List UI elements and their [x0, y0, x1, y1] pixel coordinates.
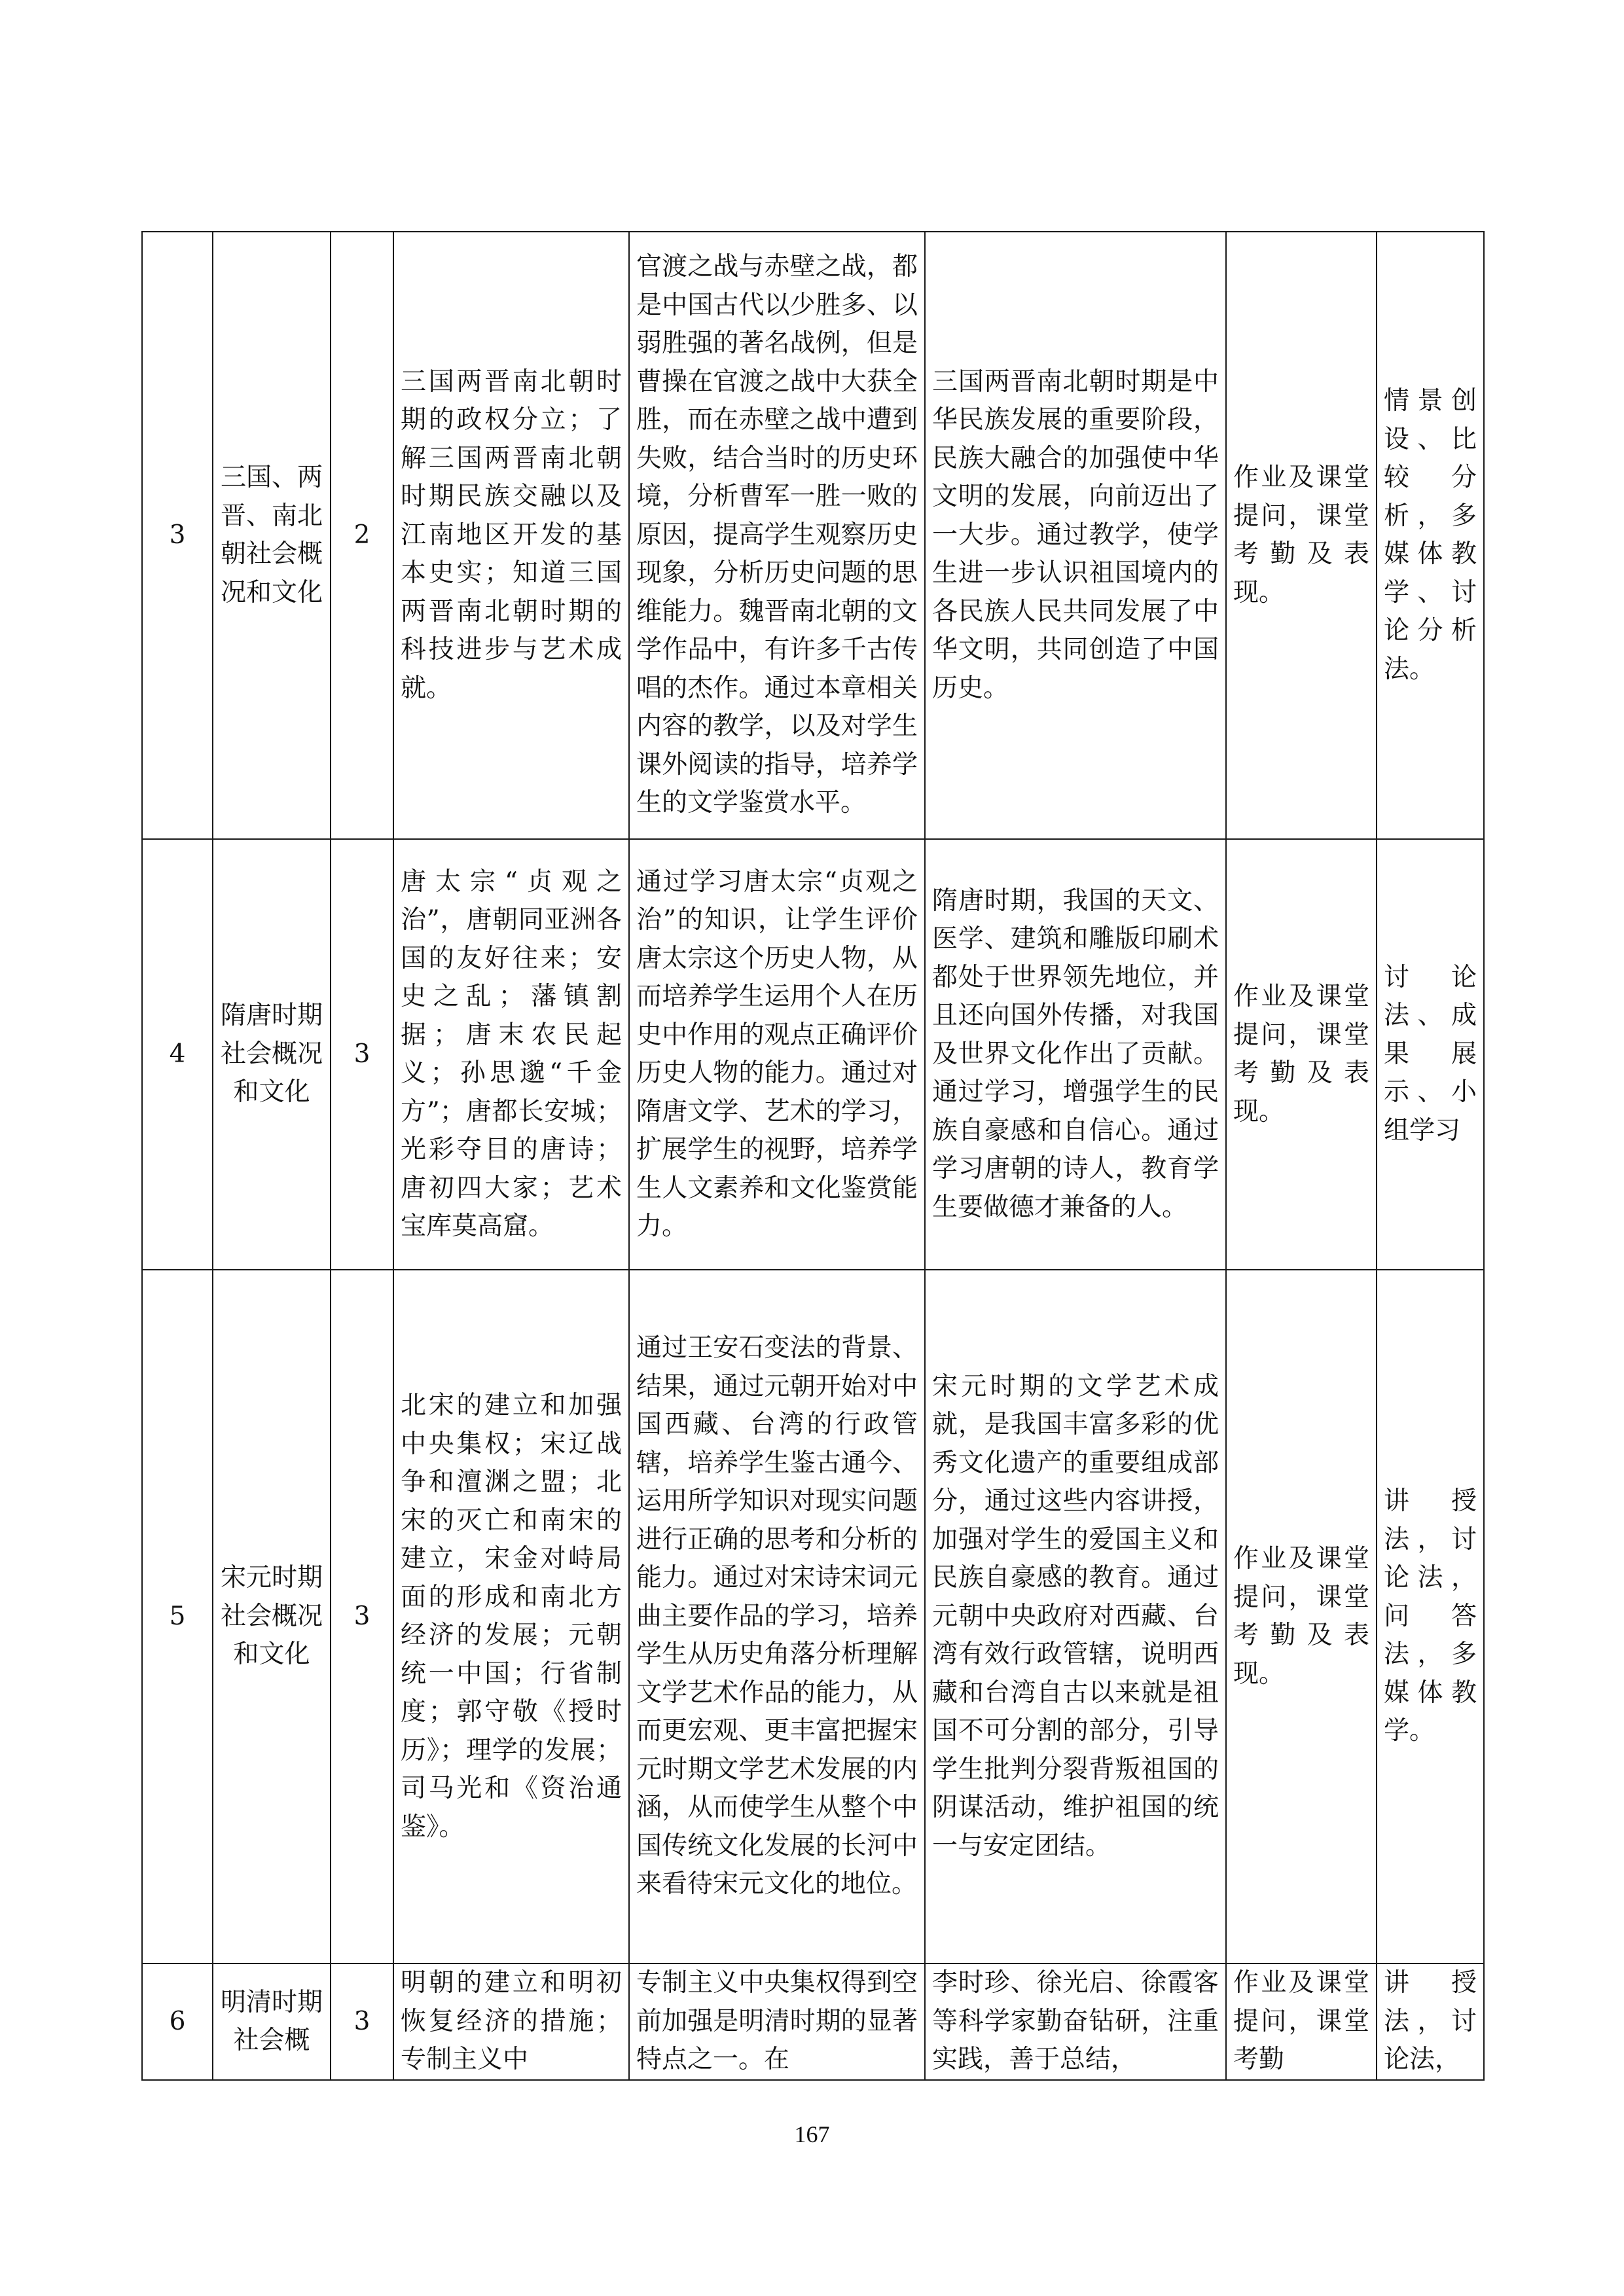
- ability-goal: 通过学习唐太宗“贞观之治”的知识，让学生评价唐太宗这个历史人物，从而培养学生运用个人在历史中作用的观点正确评价历史人物的能力。通过对隋唐文学、艺术的学习，扩展学生的视野，培养学生人文素养和文化鉴赏能力。: [629, 839, 925, 1270]
- values-goal: 宋元时期的文学艺术成就，是我国丰富多彩的优秀文化遗产的重要组成部分，通过这些内容讲授，加强对学生的爱国主义和民族自豪感的教育。通过元朝中央政府对西藏、台湾有效行政管辖，说明西藏和台湾自古以来就是祖国不可分割的部分，引导学生批判分裂背叛祖国的阴谋活动，维护祖国的统一与安定团结。: [925, 1270, 1226, 1964]
- table-row: [142, 1964, 1484, 2080]
- class-hours: 2: [331, 232, 393, 839]
- table-row: [142, 839, 1484, 1270]
- ability-goal: 通过王安石变法的背景、结果，通过元朝开始对中国西藏、台湾的行政管辖，培养学生鉴古通今、运用所学知识对现实问题进行正确的思考和分析的能力。通过对宋诗宋词元曲主要作品的学习，培养学生从历史角落分析理解文学艺术作品的能力，从而更宏观、更丰富把握宋元时期文学艺术发展的内涵，从而使学生从整个中国传统文化发展的长河中来看待宋元文化的地位。: [629, 1270, 925, 1964]
- class-hours: 3: [331, 839, 393, 1270]
- syllabus-table: [141, 231, 1485, 2081]
- class-hours: 3: [331, 1270, 393, 1964]
- chapter-topic: 明清时期社会概: [213, 1964, 331, 2080]
- class-hours: 3: [331, 1964, 393, 2080]
- teaching-content: 北宋的建立和加强中央集权；宋辽战争和澶渊之盟；北宋的灭亡和南宋的建立，宋金对峙局面的形成和南北方经济的发展；元朝统一中国；行省制度；郭守敬《授时历》；理学的发展；司马光和《资治通鉴》。: [393, 1270, 629, 1964]
- teaching-content: 唐太宗“贞观之治”，唐朝同亚洲各国的友好往来；安史之乱；藩镇割据；唐末农民起义；孙思邈“千金方”；唐都长安城；光彩夺目的唐诗；唐初四大家；艺术宝库莫高窟。: [393, 839, 629, 1270]
- row-index: 5: [142, 1270, 213, 1964]
- values-goal: 李时珍、徐光启、徐霞客等科学家勤奋钻研，注重实践，善于总结，: [925, 1964, 1226, 2080]
- teaching-content: 三国两晋南北朝时期的政权分立；了解三国两晋南北朝时期民族交融以及江南地区开发的基本史实；知道三国两晋南北朝时期的科技进步与艺术成就。: [393, 232, 629, 839]
- row-index: 4: [142, 839, 213, 1270]
- teaching-content: 明朝的建立和明初恢复经济的措施；专制主义中: [393, 1964, 629, 2080]
- teaching-method: 讨论法、成果展示、小组学习: [1377, 839, 1484, 1270]
- ability-goal: 专制主义中央集权得到空前加强是明清时期的显著特点之一。在: [629, 1964, 925, 2080]
- assessment-method: 作业及课堂提问，课堂考勤及表现。: [1226, 1270, 1377, 1964]
- assessment-method: 作业及课堂提问，课堂考勤: [1226, 1964, 1377, 2080]
- table-row: [142, 232, 1484, 839]
- table-row: [142, 1270, 1484, 1964]
- chapter-topic: 宋元时期社会概况和文化: [213, 1270, 331, 1964]
- teaching-method: 讲授法，讨论法，: [1377, 1964, 1484, 2080]
- row-index: 6: [142, 1964, 213, 2080]
- values-goal: 隋唐时期，我国的天文、医学、建筑和雕版印刷术都处于世界领先地位，并且还向国外传播，对我国及世界文化作出了贡献。通过学习，增强学生的民族自豪感和自信心。通过学习唐朝的诗人，教育学生要做德才兼备的人。: [925, 839, 1226, 1270]
- ability-goal: 官渡之战与赤壁之战，都是中国古代以少胜多、以弱胜强的著名战例，但是曹操在官渡之战中大获全胜，而在赤壁之战中遭到失败，结合当时的历史环境，分析曹军一胜一败的原因，提高学生观察历史现象，分析历史问题的思维能力。魏晋南北朝的文学作品中，有许多千古传唱的杰作。通过本章相关内容的教学，以及对学生课外阅读的指导，培养学生的文学鉴赏水平。: [629, 232, 925, 839]
- chapter-topic: 三国、两晋、南北朝社会概况和文化: [213, 232, 331, 839]
- row-index: 3: [142, 232, 213, 839]
- page-number: 167: [794, 2121, 830, 2147]
- values-goal: 三国两晋南北朝时期是中华民族发展的重要阶段，民族大融合的加强使中华文明的发展，向前迈出了一大步。通过教学，使学生进一步认识祖国境内的各民族人民共同发展了中华文明，共同创造了中国历史。: [925, 232, 1226, 839]
- teaching-method: 讲授法，讨论法，问答法，多媒体教学。: [1377, 1270, 1484, 1964]
- chapter-topic: 隋唐时期社会概况和文化: [213, 839, 331, 1270]
- teaching-method: 情景创设、比较分析，多媒体教学、讨论分析法。: [1377, 232, 1484, 839]
- assessment-method: 作业及课堂提问，课堂考勤及表现。: [1226, 839, 1377, 1270]
- assessment-method: 作业及课堂提问，课堂考勤及表现。: [1226, 232, 1377, 839]
